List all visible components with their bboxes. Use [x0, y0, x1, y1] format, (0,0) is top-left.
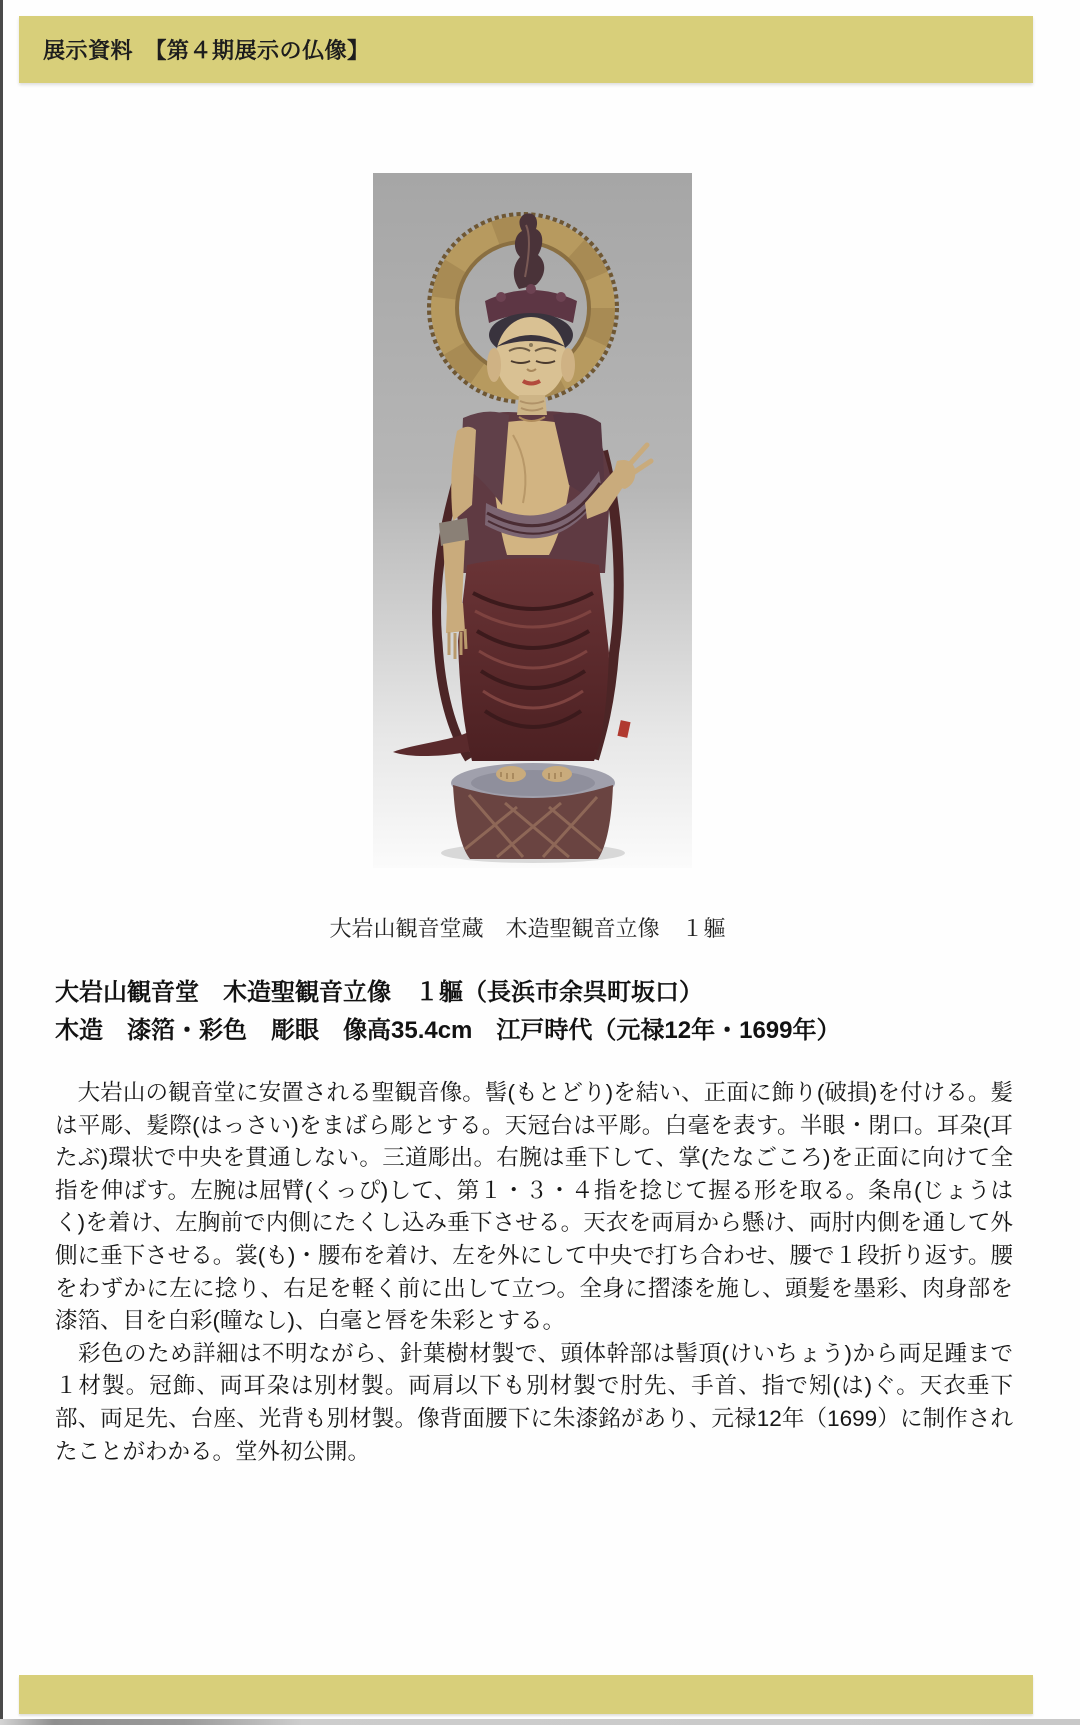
description-paragraph-2: 彩色のため詳細は不明ながら、針葉樹材製で、頭体幹部は髻頂(けいちょう)から両足踵まで１材製。冠飾、両耳朶は別材製。両肩以下も別材製で肘先、手首、指で矧(は)ぐ。天衣垂下部、両足先、台座、光背も別材製。像背面腰下に朱漆銘があり、元禄12年（1699）に制作されたことがわかる。堂外初公開。	[55, 1340, 1013, 1464]
artifact-title-line: 大岩山観音堂 木造聖観音立像 １軀（長浜市余呉町坂口）	[55, 979, 703, 1006]
header-bar	[19, 16, 1033, 83]
photo-caption: 大岩山観音堂蔵 木造聖観音立像 １軀	[329, 916, 726, 941]
statue-photo	[373, 173, 692, 868]
statue-body	[455, 411, 611, 573]
page-title: 展示資料 【第４期展示の仏像】	[43, 38, 370, 63]
window-left-border	[0, 0, 3, 1725]
statue-skirt	[458, 558, 609, 761]
description-paragraph-1: 大岩山の観音堂に安置される聖観音像。髻(もとどり)を結い、正面に飾り(破損)を付ける。髪は平彫、髪際(はっさい)をまばら彫とする。天冠台は平彫。白毫を表す。半眼・閉口。耳朶(耳たぶ)環状で中央を貫通しない。三道彫出。右腕は垂下して、掌(たなごころ)を正面に向けて全指を伸ばす。左腕は屈臂(くっぴ)して、第１・３・４指を捻じて握る形を取る。条帛(じょうはく)を着け、左胸前で内側にたくし込み垂下させる。天衣を両肩から懸け、両肘内側を通して外側に垂下させる。裳(も)・腰布を着け、左を外にして中央で打ち合わせ、腰で１段折り返す。腰をわずかに左に捻り、右足を軽く前に出して立つ。全身に摺漆を施し、頭髪を墨彩、肉身部を漆箔、目を白彩(瞳なし)、白毫と唇を朱彩とする。	[55, 1080, 1013, 1334]
artifact-spec-line: 木造 漆箔・彩色 彫眼 像高35.4cm 江戸時代（元禄12年・1699年）	[55, 1017, 841, 1044]
artifact-heading	[55, 974, 840, 1050]
statue-figure	[373, 173, 692, 868]
description-section	[55, 1077, 1013, 1468]
bottom-edge-shadow	[0, 1719, 1080, 1725]
footer-bar	[19, 1675, 1033, 1714]
